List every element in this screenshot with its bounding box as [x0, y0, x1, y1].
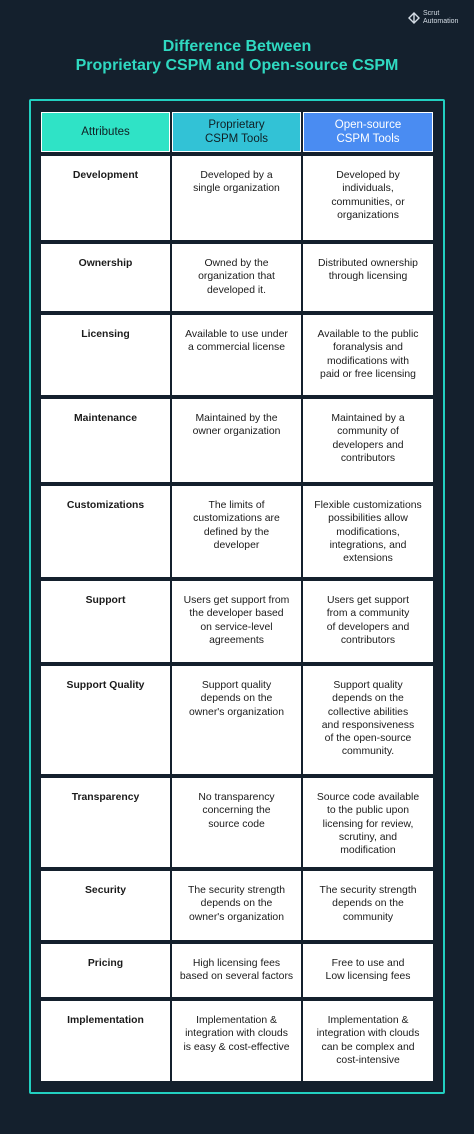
header-attributes-label: Attributes	[81, 126, 130, 138]
cell-opensource: Users get support from a community of developers and contributors	[303, 581, 433, 662]
page-title-line1: Difference Between	[162, 38, 312, 55]
header-opensource-label: Open-source CSPM Tools	[334, 119, 402, 145]
cell-opensource: Source code available to the public upon licensing for review, scrutiny, and modification	[303, 778, 433, 867]
cell-opensource: Distributed ownership through licensing	[303, 244, 433, 311]
cell-proprietary: No transparency concerning the source code	[172, 778, 301, 867]
brand-name-line1: Scrut	[423, 10, 440, 17]
cell-proprietary: Support quality depends on the owner's organization	[172, 666, 301, 774]
cell-attribute: Maintenance	[41, 399, 170, 482]
cell-proprietary: Users get support from the developer based on service-level agreements	[172, 581, 301, 662]
cell-attribute: Security	[41, 871, 170, 940]
cell-attribute: Support Quality	[41, 666, 170, 774]
header-opensource	[303, 112, 433, 152]
cell-opensource: Flexible customizations possibilities allow modifications, integrations, and extensions	[303, 486, 433, 577]
brand-name-line2: Automation	[423, 17, 459, 25]
cell-opensource: Support quality depends on the collective abilities and responsiveness of the open-source community.	[303, 666, 433, 774]
cell-proprietary: Maintained by the owner organization	[172, 399, 301, 482]
cell-attribute: Licensing	[41, 315, 170, 395]
cell-attribute: Transparency	[41, 778, 170, 867]
cell-opensource: Developed by individuals, communities, or organizations	[303, 156, 433, 240]
cell-opensource: Free to use and Low licensing fees	[303, 944, 433, 997]
cell-attribute: Customizations	[41, 486, 170, 577]
cell-opensource: Maintained by a community of developers and contributors	[303, 399, 433, 482]
header-attributes	[41, 112, 170, 152]
cell-proprietary: The limits of customizations are defined by the developer	[172, 486, 301, 577]
cell-opensource: The security strength depends on the community	[303, 871, 433, 940]
cell-opensource: Available to the public foranalysis and modifications with paid or free licensing	[303, 315, 433, 395]
cell-proprietary: High licensing fees based on several factors	[172, 944, 301, 997]
cell-attribute: Implementation	[41, 1001, 170, 1081]
cell-proprietary: Available to use under a commercial license	[172, 315, 301, 395]
cell-attribute: Support	[41, 581, 170, 662]
scrut-logo-icon	[408, 12, 420, 24]
header-proprietary-label: Proprietary CSPM Tools	[204, 119, 269, 145]
cell-attribute: Development	[41, 156, 170, 240]
cell-proprietary: Implementation & integration with clouds is easy & cost-effective	[172, 1001, 301, 1081]
cell-proprietary: Developed by a single organization	[172, 156, 301, 240]
cell-proprietary: Owned by the organization that developed it.	[172, 244, 301, 311]
cell-proprietary: The security strength depends on the owner's organization	[172, 871, 301, 940]
cell-opensource: Implementation & integration with clouds can be complex and cost-intensive	[303, 1001, 433, 1081]
brand-logo	[408, 10, 458, 25]
header-proprietary	[172, 112, 301, 152]
cell-attribute: Ownership	[41, 244, 170, 311]
cell-attribute: Pricing	[41, 944, 170, 997]
page-title-line2: Proprietary CSPM and Open-source CSPM	[75, 57, 399, 74]
